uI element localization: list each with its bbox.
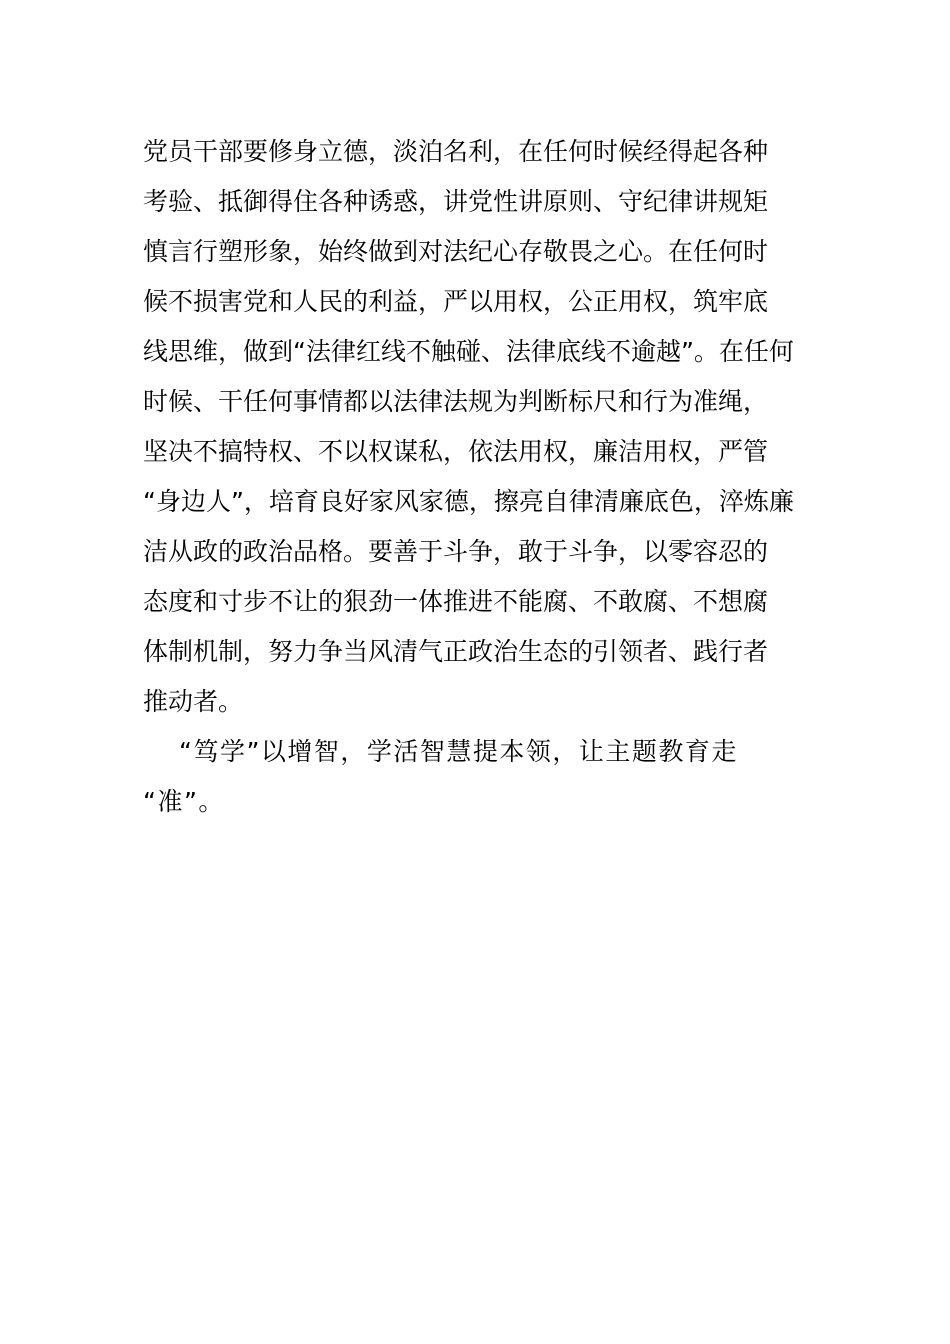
- text-line: 党员干部要修身立德，淡泊名利，在任何时候经得起各种: [143, 137, 769, 166]
- text-line: 体制机制，努力争当风清气正政治生态的引领者、践行者: [143, 637, 769, 666]
- text-line: 候不损害党和人民的利益，严以用权，公正用权，筑牢底: [143, 287, 769, 316]
- text-line: 坚决不搞特权、不以权谋私，依法用权，廉洁用权，严管: [143, 437, 769, 466]
- text-line: “笃学”以增智，学活智慧提本领，让主题教育走: [179, 737, 738, 766]
- text-line: 线思维，做到“法律红线不触碰、法律底线不逾越”。在任何: [143, 337, 794, 366]
- paragraph-study-heading: [143, 727, 823, 827]
- document-body: [143, 127, 823, 827]
- text-line: 洁从政的政治品格。要善于斗争，敢于斗争，以零容忍的: [143, 537, 769, 566]
- text-line: “准”。: [143, 787, 225, 816]
- text-line: 态度和寸步不让的狠劲一体推进不能腐、不敢腐、不想腐: [143, 587, 769, 616]
- text-line: 慎言行塑形象，始终做到对法纪心存敬畏之心。在任何时: [143, 237, 769, 266]
- text-line: 考验、抵御得住各种诱惑，讲党性讲原则、守纪律讲规矩: [143, 187, 769, 216]
- text-line: 时候、干任何事情都以法律法规为判断标尺和行为准绳，: [143, 387, 769, 416]
- text-line: 推动者。: [143, 687, 244, 716]
- paragraph-integrity: [143, 127, 823, 727]
- text-line: “身边人”，培育良好家风家德，擦亮自律清廉底色，淬炼廉: [143, 487, 794, 516]
